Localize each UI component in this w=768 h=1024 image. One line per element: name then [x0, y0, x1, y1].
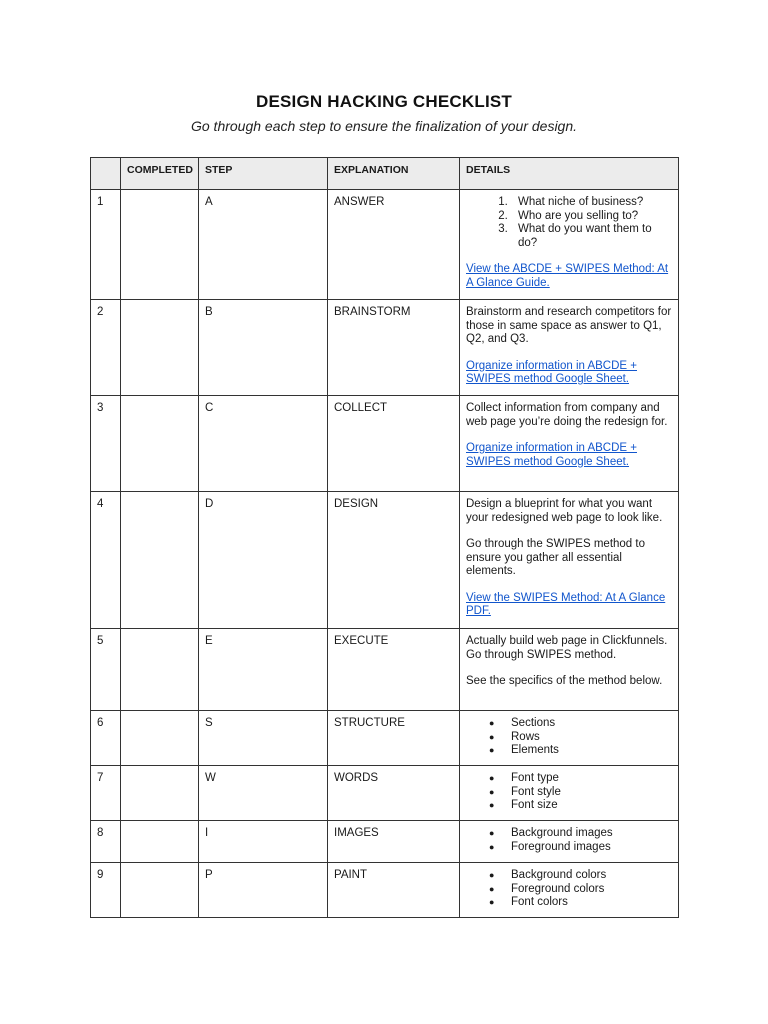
row-number: 1 — [91, 190, 121, 300]
list-item: ● Foreground images — [511, 841, 672, 855]
list-item: ● Elements — [511, 744, 672, 758]
header-row — [91, 158, 679, 190]
step-cell: P — [199, 863, 328, 918]
bullet-list — [466, 869, 672, 910]
table-row — [91, 492, 679, 629]
step-cell: S — [199, 711, 328, 766]
details-text: Design a blueprint for what you want your redesigned web page to look like. — [466, 498, 663, 524]
list-item: ● Background colors — [511, 869, 672, 883]
row-number: 6 — [91, 711, 121, 766]
step-cell: C — [199, 396, 328, 492]
list-item: ● Background images — [511, 827, 672, 841]
explanation-cell: COLLECT — [328, 396, 460, 492]
completed-cell[interactable] — [121, 711, 199, 766]
explanation-cell: BRAINSTORM — [328, 300, 460, 396]
completed-cell[interactable] — [121, 766, 199, 821]
completed-cell[interactable] — [121, 863, 199, 918]
header-num — [91, 158, 121, 190]
row-number: 4 — [91, 492, 121, 629]
details-cell — [460, 766, 679, 821]
details-cell — [460, 711, 679, 766]
document-subtitle: Go through each step to ensure the finalization of your design. — [190, 118, 578, 134]
completed-cell[interactable] — [121, 821, 199, 863]
completed-cell[interactable] — [121, 629, 199, 711]
sheet-link[interactable]: Organize information in ABCDE + SWIPES method Google Sheet. — [466, 359, 637, 385]
header-step: STEP — [199, 158, 328, 190]
step-cell: E — [199, 629, 328, 711]
details-cell — [460, 300, 679, 396]
list-item: ● Foreground colors — [511, 883, 672, 897]
completed-cell[interactable] — [121, 492, 199, 629]
completed-cell[interactable] — [121, 396, 199, 492]
header-details: DETAILS — [460, 158, 679, 190]
document-title: DESIGN HACKING CHECKLIST — [255, 92, 513, 111]
numbered-list — [466, 196, 672, 250]
explanation-cell: WORDS — [328, 766, 460, 821]
row-number: 2 — [91, 300, 121, 396]
step-cell: D — [199, 492, 328, 629]
details-text: Collect information from company and web page you’re doing the redesign for. — [466, 402, 668, 428]
details-cell — [460, 492, 679, 629]
bullet-list — [466, 772, 672, 813]
bullet-list — [466, 717, 672, 758]
row-number: 7 — [91, 766, 121, 821]
table-row — [91, 766, 679, 821]
details-cell — [460, 629, 679, 711]
list-item: 1. What niche of business? — [511, 196, 672, 210]
details-cell — [460, 396, 679, 492]
checklist-table — [90, 157, 679, 918]
list-item: ● Sections — [511, 717, 672, 731]
step-cell: A — [199, 190, 328, 300]
table-row — [91, 190, 679, 300]
table-row — [91, 300, 679, 396]
explanation-cell: PAINT — [328, 863, 460, 918]
table-row — [91, 863, 679, 918]
table-row — [91, 821, 679, 863]
step-cell: B — [199, 300, 328, 396]
swipes-pdf-link[interactable]: View the SWIPES Method: At A Glance PDF. — [466, 591, 666, 617]
explanation-cell: IMAGES — [328, 821, 460, 863]
explanation-cell: EXECUTE — [328, 629, 460, 711]
header-explanation: EXPLANATION — [328, 158, 460, 190]
list-item: ● Rows — [511, 731, 672, 745]
row-number: 5 — [91, 629, 121, 711]
table-row — [91, 629, 679, 711]
explanation-cell: ANSWER — [328, 190, 460, 300]
details-cell — [460, 821, 679, 863]
step-cell: I — [199, 821, 328, 863]
row-number: 8 — [91, 821, 121, 863]
list-item: 2. Who are you selling to? — [511, 210, 672, 224]
completed-cell[interactable] — [121, 190, 199, 300]
list-item: ● Font size — [511, 799, 672, 813]
completed-cell[interactable] — [121, 300, 199, 396]
list-item: 3. What do you want them to do? — [511, 223, 672, 250]
list-item: ● Font type — [511, 772, 672, 786]
details-text: Brainstorm and research competitors for those in same space as answer to Q1, Q2, and Q3. — [466, 306, 672, 345]
details-text-secondary: See the specifics of the method below. — [466, 675, 663, 687]
step-cell: W — [199, 766, 328, 821]
details-cell — [460, 190, 679, 300]
explanation-cell: DESIGN — [328, 492, 460, 629]
details-text: Actually build web page in Clickfunnels. Go through SWIPES method. — [466, 635, 668, 661]
details-cell — [460, 863, 679, 918]
row-number: 3 — [91, 396, 121, 492]
guide-link[interactable]: View the ABCDE + SWIPES Method: At A Glance Guide. — [466, 263, 669, 289]
table-row — [91, 396, 679, 492]
header-completed: COMPLETED — [121, 158, 199, 190]
sheet-link[interactable]: Organize information in ABCDE + SWIPES method Google Sheet. — [466, 442, 637, 468]
details-text-secondary: Go through the SWIPES method to ensure you gather all essential elements. — [466, 538, 645, 577]
explanation-cell: STRUCTURE — [328, 711, 460, 766]
bullet-list — [466, 827, 672, 854]
list-item: ● Font style — [511, 786, 672, 800]
table-row — [91, 711, 679, 766]
list-item: ● Font colors — [511, 896, 672, 910]
row-number: 9 — [91, 863, 121, 918]
